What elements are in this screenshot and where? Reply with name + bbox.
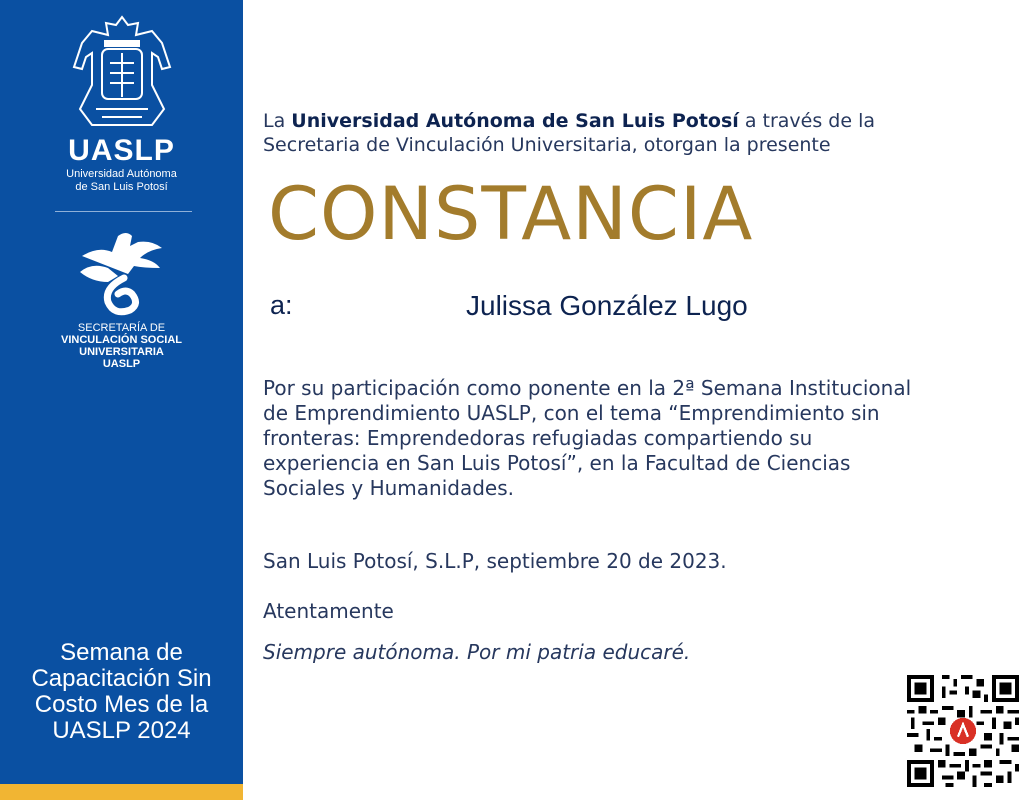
recipient-name: Julissa González Lugo bbox=[466, 290, 748, 321]
brand-subtitle bbox=[0, 168, 243, 194]
qr-code-icon[interactable] bbox=[907, 675, 1019, 787]
brand-subtitle-line: Universidad Autónoma bbox=[66, 168, 177, 180]
program-line: Semana de bbox=[60, 639, 183, 666]
accent-bar bbox=[0, 784, 243, 800]
closing: Atentamente bbox=[263, 599, 394, 623]
brand-name: UASLP bbox=[68, 134, 175, 167]
brand-subtitle-line: de San Luis Potosí bbox=[75, 181, 168, 193]
program-line: Capacitación Sin bbox=[31, 665, 212, 692]
body-line: Sociales y Humanidades. bbox=[263, 476, 514, 500]
body-line: fronteras: Emprendedoras refugiadas compartiendo su bbox=[263, 426, 813, 450]
program-name bbox=[0, 640, 243, 744]
svu-title-line: UASLP bbox=[102, 358, 141, 370]
body-line: de Emprendimiento UASLP, con el tema “Emprendimiento sin bbox=[263, 401, 880, 425]
intro-line: Secretaria de Vinculación Universitaria, otorgan la presente bbox=[263, 134, 831, 156]
place-date: San Luis Potosí, S.L.P, septiembre 20 de 2023. bbox=[263, 549, 727, 573]
intro-text bbox=[263, 109, 1023, 157]
intro-suffix: a través de la bbox=[738, 110, 876, 132]
svu-title-line: VINCULACIÓN SOCIAL bbox=[61, 334, 182, 346]
program-line: UASLP 2024 bbox=[52, 717, 191, 744]
body-line: Por su participación como ponente en la 2ª Semana Institucional bbox=[263, 376, 912, 400]
program-line: Costo Mes de la bbox=[34, 691, 209, 718]
svu-title-line: UNIVERSITARIA bbox=[79, 346, 164, 358]
sidebar-divider bbox=[55, 211, 192, 212]
university-name: Universidad Autónoma de San Luis Potosí bbox=[291, 110, 739, 132]
motto: Siempre autónoma. Por mi patria educaré. bbox=[263, 640, 691, 664]
uaslp-crest-icon bbox=[66, 13, 178, 133]
intro-prefix: La bbox=[263, 110, 292, 132]
certificate-body bbox=[263, 376, 1023, 501]
recipient-label: a: bbox=[270, 290, 293, 320]
intro-line bbox=[263, 109, 1023, 133]
svu-title bbox=[0, 322, 243, 370]
svu-eagle-icon bbox=[78, 226, 166, 318]
certificate-title: CONSTANCIA bbox=[268, 172, 754, 257]
sidebar bbox=[0, 0, 243, 800]
body-line: experiencia en San Luis Potosí”, en la Facultad de Ciencias bbox=[263, 451, 851, 475]
svu-title-line: SECRETARÍA DE bbox=[77, 322, 166, 334]
